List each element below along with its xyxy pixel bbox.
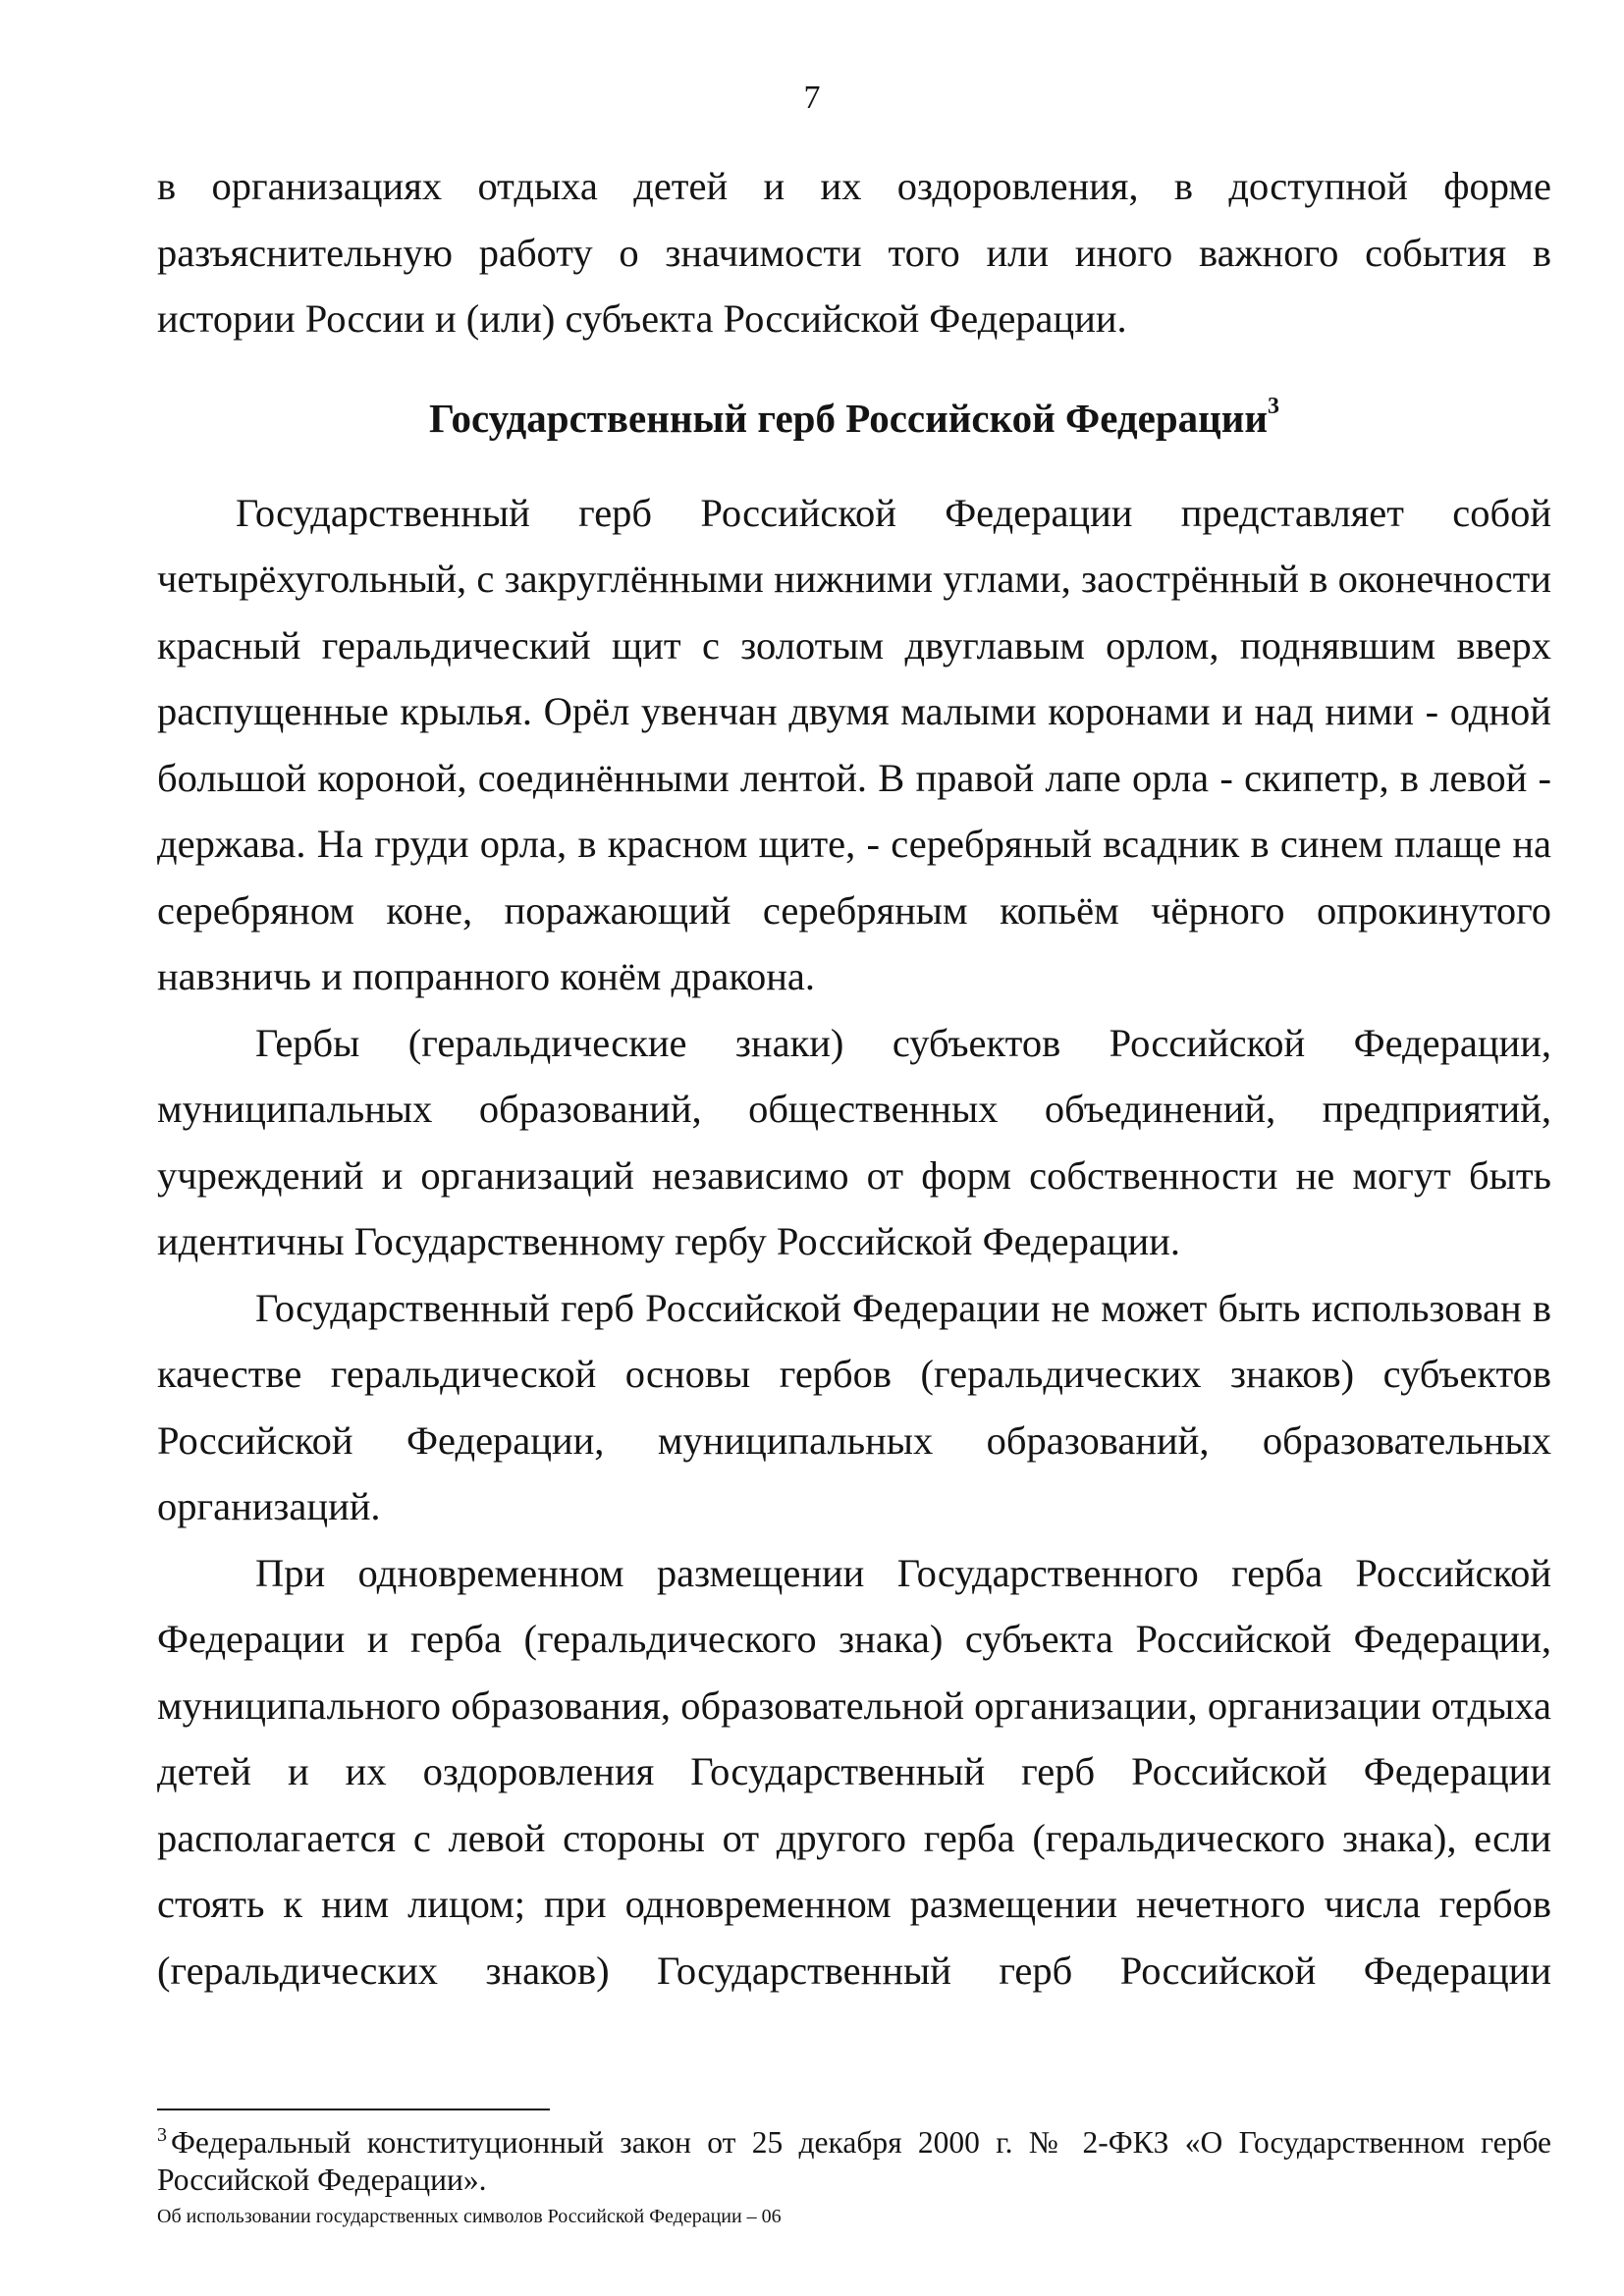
paragraph-heraldic-basis-restriction: Государственный герб Российской Федерации не может быть использован в качестве геральдической основы гербов (геральдических знаков) субъектов Российской Федерации, муниципальных образований, образовательных организаций. [157,1285,1551,1528]
paragraph-coat-of-arms-description: Государственный герб Российской Федерации представляет собой четырёхугольный, с закруглёнными нижними углами, заострённый в оконечности красный геральдический щит с золотым двуглавым орлом, поднявшим вверх распущенные крылья. Орёл увенчан двумя малыми коронами и над ними - одной большой короной, соединёнными лентой. В правой лапе орла - скипетр, в левой - держава. На груди орла, в красном щите, - серебряный всадник в синем плаще на серебряном коне, поражающий серебряным копьём чёрного опрокинутого навзничь и попранного конём дракона. [157,490,1551,998]
intro-paragraph: в организациях отдыха детей и их оздоровления, в доступной форме разъяснительную работу о значимости того или иного важного события в истории России и (или) субъекта Российской Федерации. [157,164,1551,341]
footnote [157,2124,1551,2199]
section-heading [157,383,1551,454]
section-heading-text: Государственный герб Российской Федерации [428,395,1269,441]
page-number: 7 [803,80,821,116]
footnote-divider [157,2109,550,2110]
running-footer: Об использовании государственных символов Российской Федерации – 06 [157,2206,782,2227]
footnote-mark: 3 [157,2124,167,2146]
document-body [157,153,1551,2003]
heading-footnote-mark: 3 [1268,393,1280,419]
paragraph-identity-restriction: Гербы (геральдические знаки) субъектов Российской Федерации, муниципальных образований, общественных объединений, предприятий, учреждений и организаций независимо от форм собственности не могут быть идентичны Государственному гербу Российской Федерации. [157,1020,1551,1263]
paragraph-placement-rules: При одновременном размещении Государственного герба Российской Федерации и герба (геральдического знака) субъекта Российской Федерации, муниципального образования, образовательной организации, организации отдыха детей и их оздоровления Государственный герб Российской Федерации располагается с левой стороны от другого герба (геральдического знака), если стоять к ним лицом; при одновременном размещении нечетного числа гербов (геральдических знаков) Государственный герб Российской Федерации [157,1550,1551,1993]
footnote-text: Федеральный конституционный закон от 25 декабря 2000 г. № 2-ФКЗ «О Государственном гербе Российской Федерации». [157,2125,1551,2197]
